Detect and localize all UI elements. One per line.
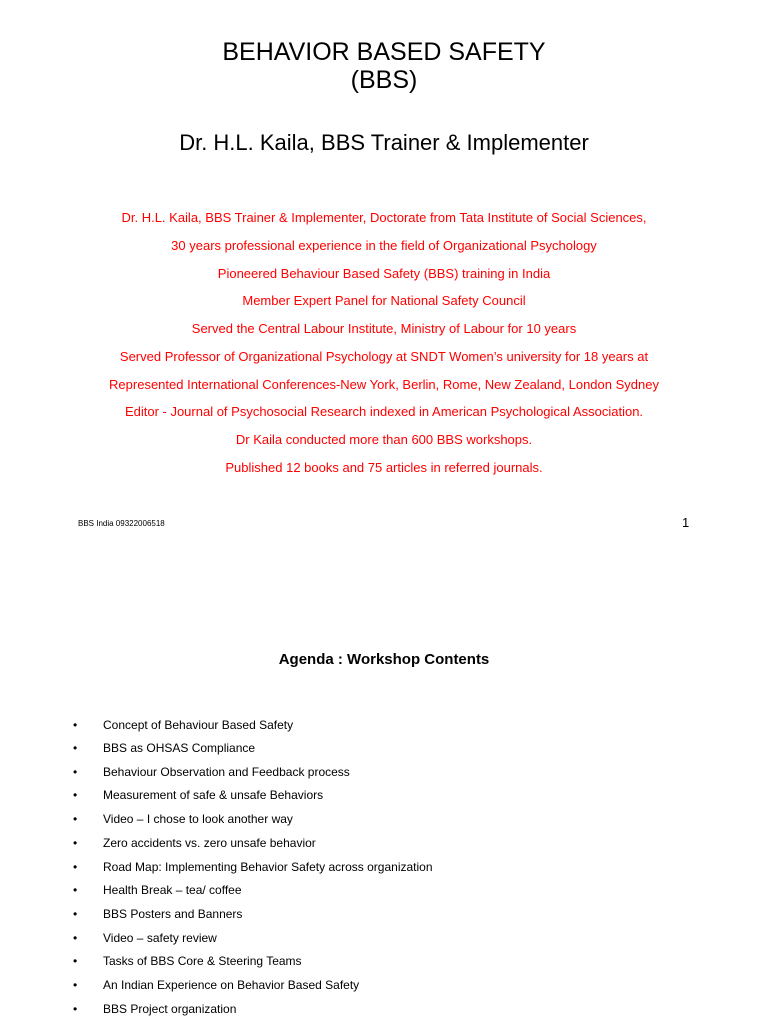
list-item-text: Video – I chose to look another way	[103, 812, 293, 826]
list-item-text: BBS Posters and Banners	[103, 907, 243, 921]
bullet-icon: •	[73, 741, 78, 755]
list-item-text: Video – safety review	[103, 931, 217, 945]
bullet-icon: •	[73, 718, 78, 732]
credential-line: Published 12 books and 75 articles in referred journals.	[225, 460, 543, 475]
list-item	[0, 928, 700, 948]
list-item-text: Tasks of BBS Core & Steering Teams	[103, 954, 302, 968]
list-item-text: Concept of Behaviour Based Safety	[103, 718, 294, 732]
bullet-icon: •	[73, 860, 78, 874]
credential-line: Served Professor of Organizational Psychology at SNDT Women’s university for 18 years at	[119, 349, 649, 364]
list-item-text: BBS Project organization	[103, 1002, 237, 1016]
list-item	[0, 833, 700, 853]
bullet-icon: •	[73, 788, 78, 802]
list-item-text: Road Map: Implementing Behavior Safety across organization	[103, 860, 433, 874]
list-item-text: An Indian Experience on Behavior Based Safety	[103, 978, 360, 992]
bullet-icon: •	[73, 978, 78, 992]
credential-line: Represented International Conferences-New York, Berlin, Rome, New Zealand, London Sydney	[109, 377, 659, 392]
page-number: 1	[682, 515, 690, 530]
list-item	[0, 999, 700, 1019]
bullet-icon: •	[73, 765, 78, 779]
footer-contact: BBS India 09322006518	[78, 519, 165, 528]
title-line-2: (BBS)	[350, 66, 418, 94]
subtitle: Dr. H.L. Kaila, BBS Trainer & Implementer	[179, 130, 589, 155]
credential-line: Dr Kaila conducted more than 600 BBS workshops.	[235, 432, 533, 447]
list-item	[0, 738, 700, 758]
bullet-icon: •	[73, 1002, 78, 1016]
list-item	[0, 951, 700, 971]
list-item	[0, 857, 700, 877]
credential-line: Editor - Journal of Psychosocial Research indexed in American Psychological Association.	[124, 404, 644, 419]
credential-line: Dr. H.L. Kaila, BBS Trainer & Implementer, Doctorate from Tata Institute of Social Sciences,	[121, 210, 647, 225]
list-item-text: Measurement of safe & unsafe Behaviors	[103, 788, 324, 802]
bullet-icon: •	[73, 907, 78, 921]
bullet-icon: •	[73, 812, 78, 826]
credential-line: 30 years professional experience in the field of Organizational Psychology	[171, 238, 597, 253]
credential-line: Member Expert Panel for National Safety Council	[242, 293, 526, 308]
list-item-text: BBS as OHSAS Compliance	[103, 741, 256, 755]
list-item	[0, 809, 700, 829]
bullet-icon: •	[73, 931, 78, 945]
list-item	[0, 880, 700, 900]
list-item-text: Health Break – tea/ coffee	[103, 883, 242, 897]
credential-line: Pioneered Behaviour Based Safety (BBS) training in India	[217, 266, 551, 281]
list-item	[0, 762, 700, 782]
list-item-text: Zero accidents vs. zero unsafe behavior	[103, 836, 316, 850]
agenda-title: Agenda : Workshop Contents	[278, 651, 490, 668]
list-item	[0, 904, 700, 924]
title-line-1: BEHAVIOR BASED SAFETY	[222, 38, 546, 66]
bullet-icon: •	[73, 954, 78, 968]
list-item	[0, 715, 700, 735]
bullet-icon: •	[73, 836, 78, 850]
list-item	[0, 785, 700, 805]
list-item	[0, 975, 700, 995]
credential-line: Served the Central Labour Institute, Ministry of Labour for 10 years	[191, 321, 577, 336]
bullet-icon: •	[73, 883, 78, 897]
list-item-text: Behaviour Observation and Feedback process	[103, 765, 350, 779]
